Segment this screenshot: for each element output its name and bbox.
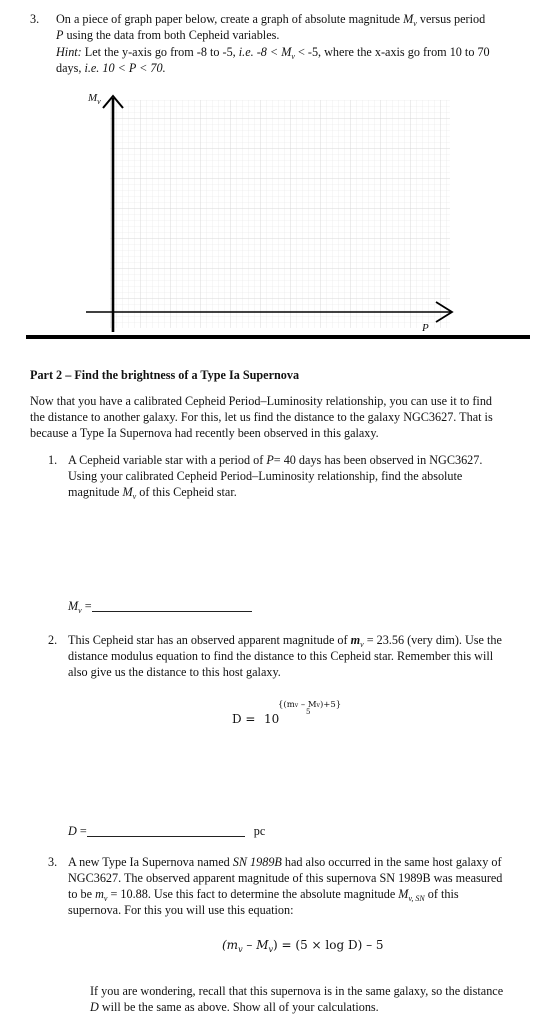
item-2-number: 2. — [48, 633, 58, 647]
part-2-intro-line2: the distance to another galaxy. For this, let us find the distance to the galaxy NGC3627. That is — [30, 410, 493, 424]
item-1-answer: $M_v$ = — [68, 598, 252, 619]
item-3-line3: to be $m_v = 10.88$. Use this fact to determine the absolute magnitude $M_{v, SN}$ of this — [68, 887, 459, 903]
part-2-heading: Part 2 – Find the brightness of a Type Ia Supernova — [30, 368, 300, 382]
item-3-note-line2: D will be the same as above. Show all of your calculations. — [90, 1000, 379, 1014]
item-1-line2: Using your calibrated Cepheid Period–Luminosity relationship, find the absolute — [68, 469, 463, 483]
section-divider — [26, 335, 530, 339]
part-2-intro-line1: Now that you have a calibrated Cepheid Period–Luminosity relationship, you can use it to find — [30, 394, 493, 408]
item-3-line2: NGC3627. The observed apparent magnitude of this supernova SN 1989B was measured — [68, 871, 503, 885]
question-3-hint-line2: days, i.e. 10 < P < 70. — [56, 61, 166, 75]
question-3-number: 3. — [30, 12, 40, 26]
item-2-answer: D = pc — [68, 824, 266, 838]
part-2-intro-line3: because a Type Ia Supernova had recently been observed in this galaxy. — [30, 426, 379, 440]
question-3-text-line1: On a piece of graph paper below, create a graph of absolute magnitude $M_v$ versus period — [56, 12, 486, 28]
item-3-line1: A new Type Ia Supernova named SN 1989B had also occurred in the same host galaxy of — [68, 855, 502, 869]
item-1-line1: A Cepheid variable star with a period of P= 40 days has been observed in NGC3627. — [68, 453, 483, 467]
answer-blank-mv[interactable] — [92, 599, 252, 612]
item-3-number: 3. — [48, 855, 58, 869]
question-3-text-line2: P using the data from both Cepheid variables. — [56, 28, 280, 42]
item-1-line3: magnitude $M_v$ of this Cepheid star. — [68, 485, 237, 501]
x-axis-label: P — [422, 322, 429, 334]
item-2-line2: distance modulus equation to find the distance to this Cepheid star. Remember this will — [68, 649, 494, 663]
item-2-line1: This Cepheid star has an observed apparent magnitude of $m_v = 23.56$ (very dim). Use the — [68, 633, 502, 649]
graph-paper — [80, 88, 460, 340]
item-3-note-line1: If you are wondering, recall that this supernova is in the same galaxy, so the distance — [90, 984, 504, 998]
item-1-number: 1. — [48, 453, 58, 467]
item-3-line4: supernova. For this you will use this equation: — [68, 903, 294, 917]
item-2-line3: also give us the distance to this host galaxy. — [68, 665, 281, 679]
question-3-hint: Hint: Let the y-axis go from -8 to -5, i.e. $-8 < M_v < -5$, where the x-axis go from 10 to 70 — [56, 45, 490, 61]
y-axis-label: $M_v$ — [88, 92, 101, 106]
answer-blank-distance[interactable] — [87, 824, 245, 837]
magnitude-equation: $(m_v - M_v) = (5 \times \log D) - 5$ — [222, 938, 384, 954]
graph-grid — [110, 100, 450, 328]
